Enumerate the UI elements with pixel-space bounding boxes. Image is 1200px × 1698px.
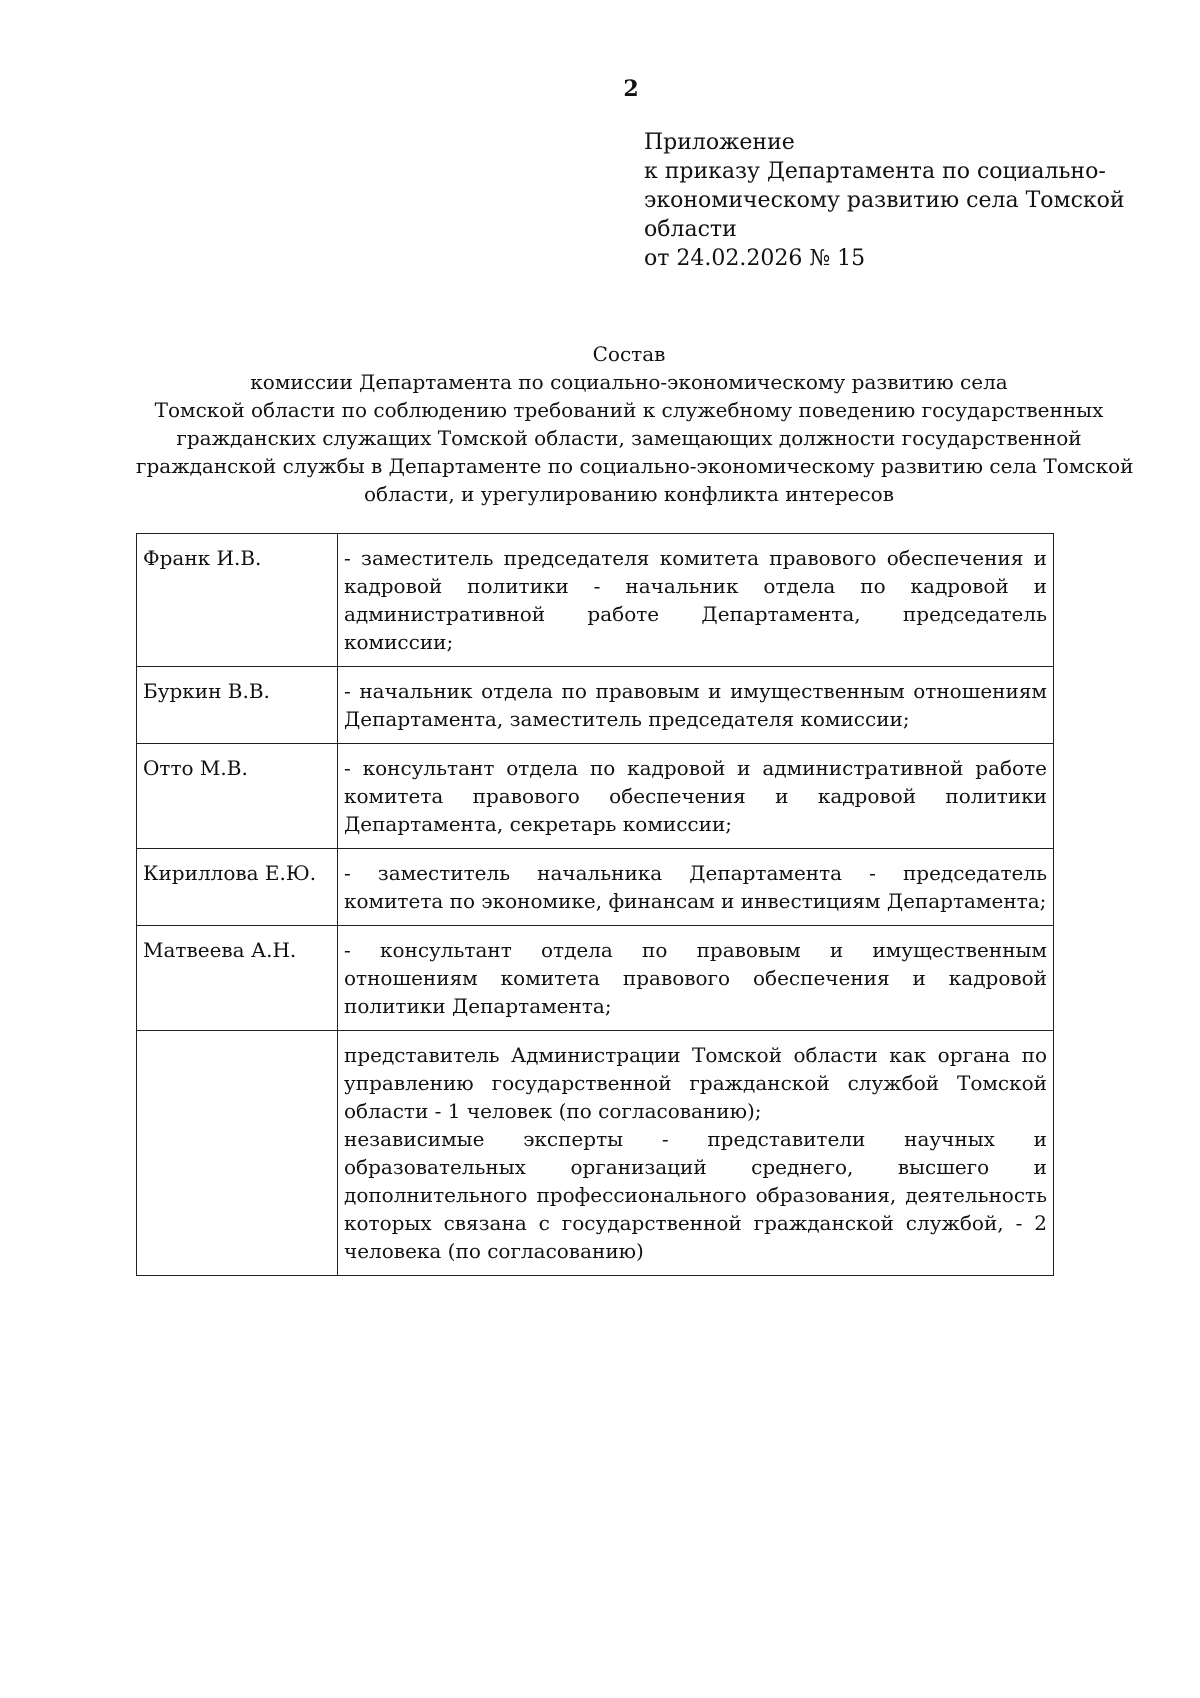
appendix-line: от 24.02.2026 № 15 bbox=[644, 246, 866, 271]
title-line: комиссии Департамента по социально-экономическому развитию села bbox=[250, 370, 1008, 394]
table-row bbox=[137, 849, 1054, 926]
table-row bbox=[137, 1031, 1054, 1276]
member-role: - консультант отдела по правовым и имущественным отношениям комитета правового обеспечения и кадровой политики Департамента; bbox=[338, 926, 1054, 1031]
member-name: Буркин В.В. bbox=[137, 667, 338, 744]
members-table bbox=[136, 533, 1054, 1276]
title-line: гражданских служащих Томской области, замещающих должности государственной bbox=[176, 426, 1082, 450]
member-role: - заместитель председателя комитета правового обеспечения и кадровой политики - начальник отдела по кадровой и административной работе Департамента, председатель комиссии; bbox=[338, 534, 1054, 667]
member-name: Матвеева А.Н. bbox=[137, 926, 338, 1031]
appendix-line: области bbox=[644, 217, 737, 242]
appendix-line: Приложение bbox=[644, 130, 795, 155]
empty-name-cell bbox=[137, 1031, 338, 1276]
member-role: - заместитель начальника Департамента - председатель комитета по экономике, финансам и инвестициям Департамента; bbox=[338, 849, 1054, 926]
document-title bbox=[136, 340, 1134, 508]
title-line: области, и урегулированию конфликта интересов bbox=[364, 482, 894, 506]
appendix-line: экономическому развитию села Томской bbox=[644, 188, 1125, 213]
member-name: Отто М.В. bbox=[137, 744, 338, 849]
member-name: Кириллова Е.Ю. bbox=[137, 849, 338, 926]
extra-members-cell bbox=[338, 1031, 1054, 1276]
table-row bbox=[137, 744, 1054, 849]
table-row bbox=[137, 534, 1054, 667]
title-line: Состав bbox=[592, 342, 666, 366]
table-row bbox=[137, 667, 1054, 744]
title-line: Томской области по соблюдению требований к служебному поведению государственных bbox=[154, 398, 1104, 422]
member-role: - консультант отдела по кадровой и административной работе комитета правового обеспечения и кадровой политики Департамента, секретарь комиссии; bbox=[338, 744, 1054, 849]
independent-experts: независимые эксперты - представители научных и образовательных организаций среднего, высшего и дополнительного профессионального образования, деятельность которых связана с государственной гражданской службой, - 2 человека (по согласованию) bbox=[344, 1127, 1047, 1263]
administration-representative: представитель Администрации Томской области как органа по управлению государственной гражданской службой Томской области - 1 человек (по согласованию); bbox=[344, 1043, 1047, 1123]
page-number: 2 bbox=[623, 76, 639, 102]
title-line: гражданской службы в Департаменте по социально-экономическому развитию села Томской bbox=[136, 454, 1134, 478]
appendix-header bbox=[644, 128, 1125, 273]
member-role: - начальник отдела по правовым и имущественным отношениям Департамента, заместитель председателя комиссии; bbox=[338, 667, 1054, 744]
table-row bbox=[137, 926, 1054, 1031]
appendix-line: к приказу Департамента по социально- bbox=[644, 159, 1106, 184]
member-name: Франк И.В. bbox=[137, 534, 338, 667]
